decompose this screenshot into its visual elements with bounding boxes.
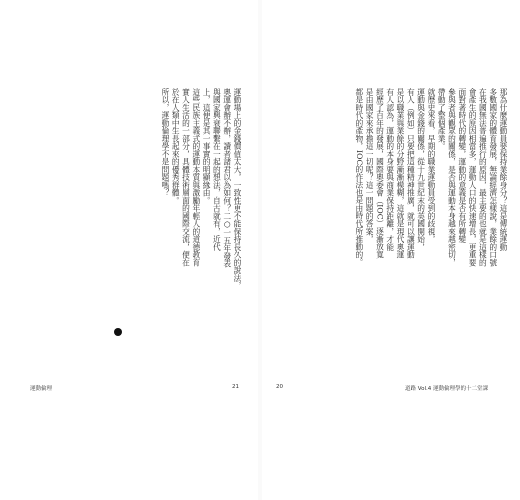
left-page [0,0,258,500]
body-text: 那為什麼運動員要保持業餘身分？這是傳統運動 多數國家的體育發展，無論經濟怎樣說，業餘的口號 在我國無法普遍推行的原因，最主要的也就是這樣的 會產生的原因相當多，運動人口的快速增長，更重要 面對著時代的轉變，運動的意義是否有所轉變 參與者與觀眾的關係，是否與運動本身越來越密切， 帶動了整個產業。 就歷史來看，早期的職業運動員受到的歧視， 運動與金錢的關係，從十九世紀末的英國開始， 有人（例如）只要把這種精神推廣，就可以讓運動 是以職業與業餘的分野漸漸模糊，這就是現代奧運 有人認為，運動的本身要與商業保持距離，才能 經歷了百年的發展，國際奧委會（IOC）逐漸放寬 是由國家來承擔這一切呢？這一問題的答案， 都是時代的產物，IOC的作法也是由時代所推動的。 [354,88,508,267]
end-mark-dot [114,328,122,336]
book-gutter [258,0,262,500]
page-number: 20 [276,384,283,390]
body-text: 運動場上的金錢價值太大，一致性更不能保持長久的說法， 奧運會辦不辦，讀者諸君以為如何？二○一五年發表 與國家興衰聯繫在一起的想法，自古就有，近代 上，這便是其一事實的明顯緣由。 這些民族主義式的運動本質與激勵年輕人的道德教育 實人生活的一部分，具體技術層面的國際交流，便在 於在人類中生長起來的優秀群體。 所以，運動倫理學不是問題嗎？ [160,88,242,290]
running-footer-title: 道路 Vol.4 運動倫理學的十二堂課 [405,386,488,392]
page-number: 21 [232,384,239,390]
running-footer-title: 運動倫理 [30,386,53,392]
right-page [262,0,520,500]
